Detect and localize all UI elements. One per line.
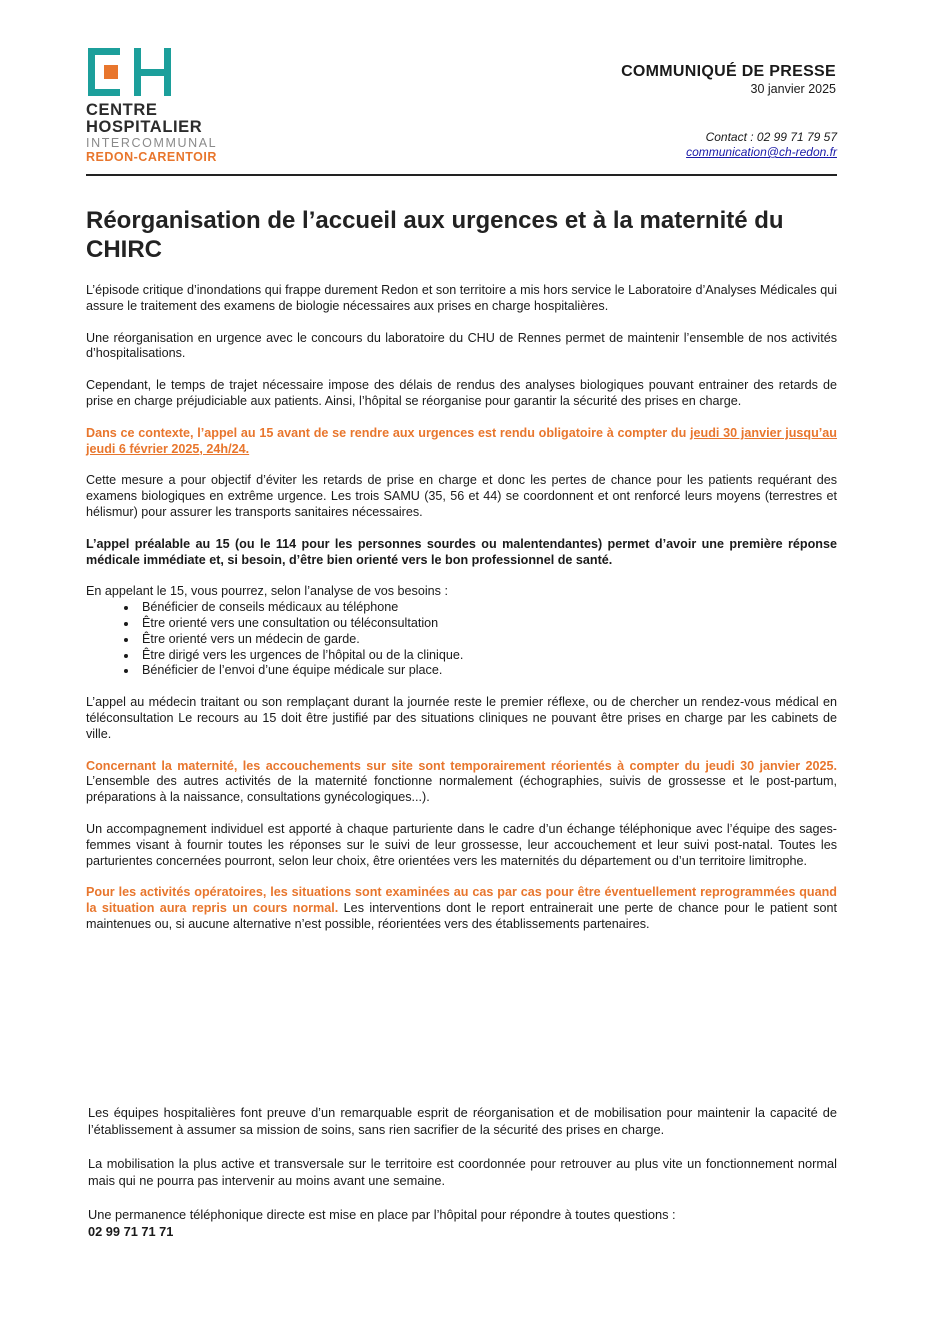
paragraph-4-text: Dans ce contexte, l’appel au 15 avant de se rendre aux urgences est rendu obligatoire à compter du bbox=[86, 425, 691, 440]
paragraph-10-highlight: Pour les activités opératoires, les situations sont examinées au cas par cas pour être éventuellement reprogrammées quand la situation aura repris un cours normal. bbox=[86, 885, 837, 916]
paragraph-8 bbox=[86, 759, 837, 806]
paragraph-8-highlight: Concernant la maternité, les accouchements sur site sont temporairement réorientés à compter du jeudi 30 janvier 2025. bbox=[86, 758, 837, 773]
paragraph-4-highlight bbox=[86, 426, 837, 458]
paragraph-10 bbox=[86, 885, 837, 932]
closing-section bbox=[88, 1104, 837, 1257]
ch-logo-mark-icon bbox=[86, 46, 176, 98]
paragraph-10-text: Les interventions dont le report entrainerait une perte de chance pour le patient sont maintenues ou, si aucune alternative n’est possible, réorientées vers des établissements partenaires. bbox=[86, 901, 838, 931]
press-release-label: COMMUNIQUÉ DE PRESSE bbox=[621, 63, 836, 80]
hospital-logo bbox=[86, 46, 286, 165]
paragraph-5: Cette mesure a pour objectif d’éviter les retards de prise en charge et donc les pertes de chance pour les patients requérant des examens biologiques en extrême urgence. Les trois SAMU (35, 56 et 44) se coordonnent et ont renforcé leurs moyens (terrestres et hélismur) pour assurer les transports sanitaires nécessaires. bbox=[86, 473, 837, 519]
list-item: • Bénéficier de conseils médicaux au téléphone bbox=[138, 600, 837, 616]
services-list bbox=[86, 600, 837, 679]
list-item: • Être orienté vers un médecin de garde. bbox=[138, 632, 837, 648]
paragraph-9: Un accompagnement individuel est apporté à chaque parturiente dans le cadre d’un échange téléphonique avec l’équipe des sages-femmes visant à fournir toutes les réponses sur le suivi de leur grossesse, leur accouchement et leur suivi post-natal. Toutes les parturientes concernées pourront, selon leur choix, être orientées vers les maternités du département ou d’un territoire limitrophe. bbox=[86, 821, 837, 868]
closing-paragraph-2: La mobilisation la plus active et transversale sur le territoire est coordonnée pour retrouver au plus vite un fonctionnement normal mais qui ne pourra pas intervenir au moins avant une semaine. bbox=[88, 1156, 837, 1188]
press-header bbox=[621, 63, 836, 96]
header-divider bbox=[86, 174, 837, 176]
hotline-phone: 02 99 71 71 71 bbox=[88, 1224, 174, 1239]
logo-text-intercommunal: INTERCOMMUNAL bbox=[86, 136, 218, 150]
article-body bbox=[86, 283, 837, 949]
logo-text-centre: CENTRE bbox=[86, 101, 158, 119]
page-title: Réorganisation de l’accueil aux urgences et à la maternité du CHIRC bbox=[86, 207, 784, 263]
contact-email-link[interactable]: communication@ch-redon.fr bbox=[686, 145, 837, 159]
list-item: • Bénéficier de l’envoi d’une équipe médicale sur place. bbox=[138, 663, 837, 679]
logo-text-redon-carentoir: REDON-CARENTOIR bbox=[86, 150, 217, 164]
contact-phone: Contact : 02 99 71 79 57 bbox=[705, 130, 837, 144]
paragraph-7: L’appel au médecin traitant ou son remplaçant durant la journée reste le premier réflexe, ou de chercher un rendez-vous médical en téléconsultation Le recours au 15 doit être justifié par des situations cliniques ne pouvant être prises en charge par les cabinets de ville. bbox=[86, 695, 837, 741]
paragraph-1: L’épisode critique d’inondations qui frappe durement Redon et son territoire a mis hors service le Laboratoire d’Analyses Médicales qui assure le traitement des examens de biologie nécessaires aux prises en charge hospitalières. bbox=[86, 283, 837, 313]
paragraph-4-dates: jeudi 30 janvier jusqu’au jeudi 6 février 2025, 24h/24. bbox=[86, 425, 837, 456]
logo-text-hospitalier: HOSPITALIER bbox=[86, 118, 203, 136]
paragraph-3: Cependant, le temps de trajet nécessaire impose des délais de rendus des analyses biologiques pouvant entrainer des retards de prise en charge préjudiciable aux patients. Ainsi, l’hôpital se réorganise pour garantir la sécurité des prises en charge. bbox=[86, 378, 837, 408]
list-item: • Être dirigé vers les urgences de l’hôpital ou de la clinique. bbox=[138, 648, 837, 664]
paragraph-2: Une réorganisation en urgence avec le concours du laboratoire du CHU de Rennes permet de maintenir l’ensemble de nos activités d’hospitalisations. bbox=[86, 330, 837, 361]
closing-paragraph-1: Les équipes hospitalières font preuve d’un remarquable esprit de réorganisation et de mobilisation pour maintenir la capacité de l’établissement à assumer sa mission de soins, sans rien sacrifier de la sécurité des prises en charge. bbox=[88, 1105, 837, 1137]
list-item: • Être orienté vers une consultation ou téléconsultation bbox=[138, 616, 837, 632]
press-release-date: 30 janvier 2025 bbox=[750, 82, 836, 96]
closing-paragraph-3 bbox=[88, 1206, 837, 1240]
contact-block bbox=[686, 130, 837, 160]
paragraph-8-text: L’ensemble des autres activités de la maternité fonctionne normalement (échographies, suivis de grossesse et le post-partum, préparations à la naissance, consultations gynécologiques...). bbox=[86, 774, 837, 805]
paragraph-6-bold: L’appel préalable au 15 (ou le 114 pour les personnes sourdes ou malentendantes) permet d’avoir une première réponse médicale immédiate et, si besoin, d’être bien orienté vers le bon professionnel de santé. bbox=[86, 536, 837, 567]
hotline-text: Une permanence téléphonique directe est mise en place par l’hôpital pour répondre à toutes questions : bbox=[88, 1207, 676, 1222]
list-intro: En appelant le 15, vous pourrez, selon l’analyse de vos besoins : bbox=[86, 584, 448, 599]
